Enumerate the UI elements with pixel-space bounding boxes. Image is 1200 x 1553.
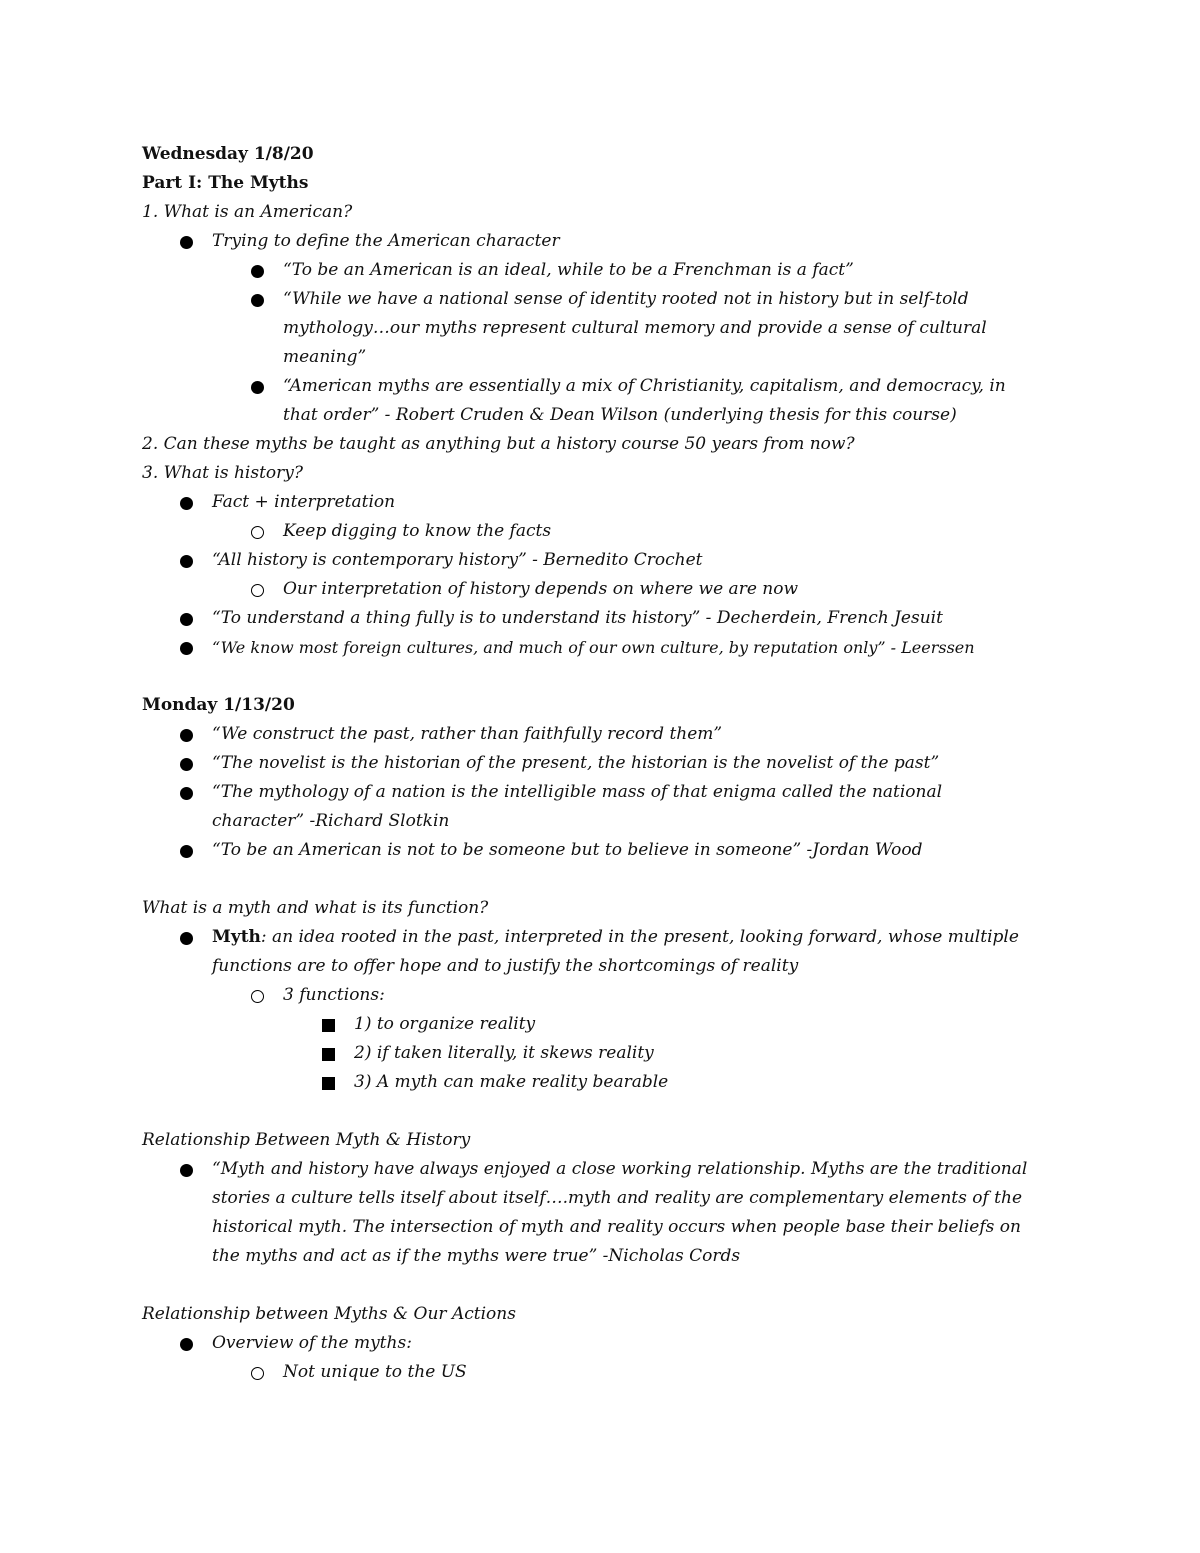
filled-bullet-icon (251, 265, 264, 278)
filled-bullet-icon (251, 381, 264, 394)
square-bullet-icon (322, 1077, 335, 1090)
list-item-text: “The novelist is the historian of the present, the historian is the novelist of the past” (212, 753, 940, 773)
list-item-text: Our interpretation of history depends on where we are now (283, 579, 799, 599)
square-bullet-icon (322, 1048, 335, 1061)
list-item-text: 3 functions: (283, 985, 385, 1005)
list-item (142, 1358, 1062, 1387)
filled-bullet-icon (180, 758, 193, 771)
list-item-text: Trying to define the American character (212, 231, 560, 251)
list-item (142, 517, 1062, 546)
hollow-bullet-icon (251, 584, 264, 597)
list-item (142, 1010, 1062, 1039)
myth-history-heading: Relationship Between Myth & History (142, 1130, 471, 1150)
list-item (142, 836, 1062, 865)
list-item-text: “To be an American is an ideal, while to be a Frenchman is a fact” (283, 260, 854, 280)
myth-term: Myth (212, 927, 261, 947)
myth-function-heading: What is a myth and what is its function? (142, 898, 489, 918)
filled-bullet-icon (180, 729, 193, 742)
myth-actions-heading: Relationship between Myths & Our Actions (142, 1304, 516, 1324)
list-item-text: 1) to organize reality (354, 1014, 536, 1034)
list-item-text: “American myths are essentially a mix of Christianity, capitalism, and democracy, in that order” - Robert Cruden & Dean Wilson (underlying thesis for this course) (283, 376, 1006, 425)
list-item (142, 1155, 1052, 1271)
list-item-text: “To be an American is not to be someone but to believe in someone” -Jordan Wood (212, 840, 923, 860)
date-heading-wednesday: Wednesday 1/8/20 (142, 144, 314, 164)
list-item (142, 575, 1062, 604)
list-item (142, 720, 1062, 749)
list-item (142, 488, 1062, 517)
list-item-text: “Myth and history have always enjoyed a close working relationship. Myths are the traditional stories a culture tells itself about itself….myth and reality are complementary elements of the historical myth. The intersection of myth and reality occurs when people base their beliefs on the myths and act as if the myths were true” -Nicholas Cords (212, 1159, 1028, 1266)
filled-bullet-icon (180, 555, 193, 568)
list-item-text: “We construct the past, rather than faithfully record them” (212, 724, 723, 744)
list-item-text: Not unique to the US (283, 1362, 467, 1382)
question-1: 1. What is an American? (142, 202, 353, 222)
list-item (142, 604, 1062, 633)
list-item-text: Keep digging to know the facts (283, 521, 552, 541)
list-item (142, 1329, 1062, 1358)
list-item-text: “All history is contemporary history” - Bernedito Crochet (212, 550, 703, 570)
list-item (142, 1068, 1062, 1097)
list-item-text: Overview of the myths: (212, 1333, 412, 1353)
list-item-text: “The mythology of a nation is the intelligible mass of that enigma called the national character” -Richard Slotkin (212, 782, 943, 831)
filled-bullet-icon (180, 613, 193, 626)
list-item (142, 981, 1062, 1010)
list-item (142, 778, 972, 836)
filled-bullet-icon (180, 497, 193, 510)
list-item (142, 227, 1062, 256)
filled-bullet-icon (180, 1164, 193, 1177)
list-item (142, 749, 1062, 778)
myth-definition: : an idea rooted in the past, interpreted in the present, looking forward, whose multiple functions are to offer hope and to justify the shortcomings of reality (212, 927, 1019, 976)
list-item (142, 923, 1042, 981)
filled-bullet-icon (180, 932, 193, 945)
list-item-text: Fact + interpretation (212, 492, 396, 512)
date-heading-monday: Monday 1/13/20 (142, 695, 295, 715)
filled-bullet-icon (180, 845, 193, 858)
list-item-text: 2) if taken literally, it skews reality (354, 1043, 654, 1063)
filled-bullet-icon (251, 294, 264, 307)
hollow-bullet-icon (251, 526, 264, 539)
list-item-text: “To understand a thing fully is to understand its history” - Decherdein, French Jesuit (212, 608, 943, 628)
document-page (142, 140, 1062, 1387)
list-item-text: 3) A myth can make reality bearable (354, 1072, 669, 1092)
filled-bullet-icon (180, 787, 193, 800)
list-item-text: “We know most foreign cultures, and much of our own culture, by reputation only” - Leerssen (212, 638, 975, 657)
list-item (142, 1039, 1062, 1068)
list-item (142, 372, 1028, 430)
filled-bullet-icon (180, 642, 193, 655)
hollow-bullet-icon (251, 990, 264, 1003)
list-item-text: “While we have a national sense of identity rooted not in history but in self-told mythology…our myths represent cultural memory and provide a sense of cultural meaning” (283, 289, 987, 367)
filled-bullet-icon (180, 236, 193, 249)
list-item (142, 546, 1062, 575)
question-2: 2. Can these myths be taught as anything but a history course 50 years from now? (142, 434, 855, 454)
list-item (142, 256, 1062, 285)
part-heading: Part I: The Myths (142, 173, 309, 193)
list-item (142, 285, 1003, 372)
square-bullet-icon (322, 1019, 335, 1032)
filled-bullet-icon (180, 1338, 193, 1351)
question-3: 3. What is history? (142, 463, 304, 483)
hollow-bullet-icon (251, 1367, 264, 1380)
list-item (142, 633, 1062, 662)
